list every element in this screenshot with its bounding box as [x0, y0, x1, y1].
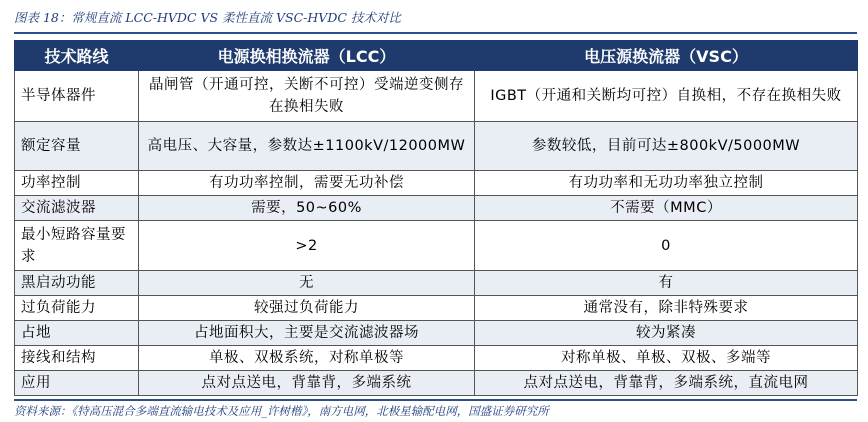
- header-lcc: 电源换相换流器（LCC）: [139, 41, 475, 71]
- row-label: 半导体器件: [15, 71, 139, 122]
- figure-caption: 图表 18：常规直流 LCC-HVDC VS 柔性直流 VSC-HVDC 技术对比: [14, 10, 401, 25]
- vsc-cell: 0: [475, 221, 858, 271]
- lcc-cell: 有功功率控制，需要无功补偿: [139, 171, 475, 196]
- lcc-cell: >2: [139, 221, 475, 271]
- vsc-cell: 参数较低，目前可达±800kV/5000MW: [475, 122, 858, 171]
- lcc-cell: 单极、双极系统，对称单极等: [139, 346, 475, 371]
- table-row: [15, 71, 858, 122]
- table-row: [15, 171, 858, 196]
- lcc-cell: 较强过负荷能力: [139, 296, 475, 321]
- comparison-table: [14, 40, 858, 396]
- table-row: [15, 122, 858, 171]
- row-label: 交流滤波器: [15, 196, 139, 221]
- table-row: [15, 271, 858, 296]
- top-rule: [14, 32, 857, 34]
- source-note: 资料来源：《特高压混合多端直流输电技术及应用_许树楷》，南方电网，北极星输配电网，国盛证券研究所: [14, 404, 549, 418]
- table-row: [15, 321, 858, 346]
- vsc-cell: 有: [475, 271, 858, 296]
- row-label: 最小短路容量要求: [15, 221, 139, 271]
- vsc-cell: 较为紧凑: [475, 321, 858, 346]
- row-label: 黑启动功能: [15, 271, 139, 296]
- lcc-cell: 晶闸管（开通可控，关断不可控）受端逆变侧存在换相失败: [139, 71, 475, 122]
- vsc-cell: 对称单极、单极、双极、多端等: [475, 346, 858, 371]
- table-header-row: [15, 41, 858, 71]
- table-row: [15, 221, 858, 271]
- row-label: 额定容量: [15, 122, 139, 171]
- vsc-cell: 点对点送电，背靠背，多端系统，直流电网: [475, 371, 858, 396]
- row-label: 过负荷能力: [15, 296, 139, 321]
- table-row: [15, 196, 858, 221]
- vsc-cell: 有功功率和无功功率独立控制: [475, 171, 858, 196]
- row-label: 占地: [15, 321, 139, 346]
- row-label: 应用: [15, 371, 139, 396]
- vsc-cell: 不需要（MMC）: [475, 196, 858, 221]
- table-row: [15, 371, 858, 396]
- vsc-cell: IGBT（开通和关断均可控）自换相，不存在换相失败: [475, 71, 858, 122]
- table-row: [15, 346, 858, 371]
- lcc-cell: 需要，50~60%: [139, 196, 475, 221]
- vsc-cell: 通常没有，除非特殊要求: [475, 296, 858, 321]
- header-tech-route: 技术路线: [15, 41, 139, 71]
- lcc-cell: 无: [139, 271, 475, 296]
- lcc-cell: 占地面积大，主要是交流滤波器场: [139, 321, 475, 346]
- lcc-cell: 高电压、大容量，参数达±1100kV/12000MW: [139, 122, 475, 171]
- bottom-rule: [14, 399, 857, 401]
- row-label: 接线和结构: [15, 346, 139, 371]
- lcc-cell: 点对点送电，背靠背，多端系统: [139, 371, 475, 396]
- table-row: [15, 296, 858, 321]
- row-label: 功率控制: [15, 171, 139, 196]
- header-vsc: 电压源换流器（VSC）: [475, 41, 858, 71]
